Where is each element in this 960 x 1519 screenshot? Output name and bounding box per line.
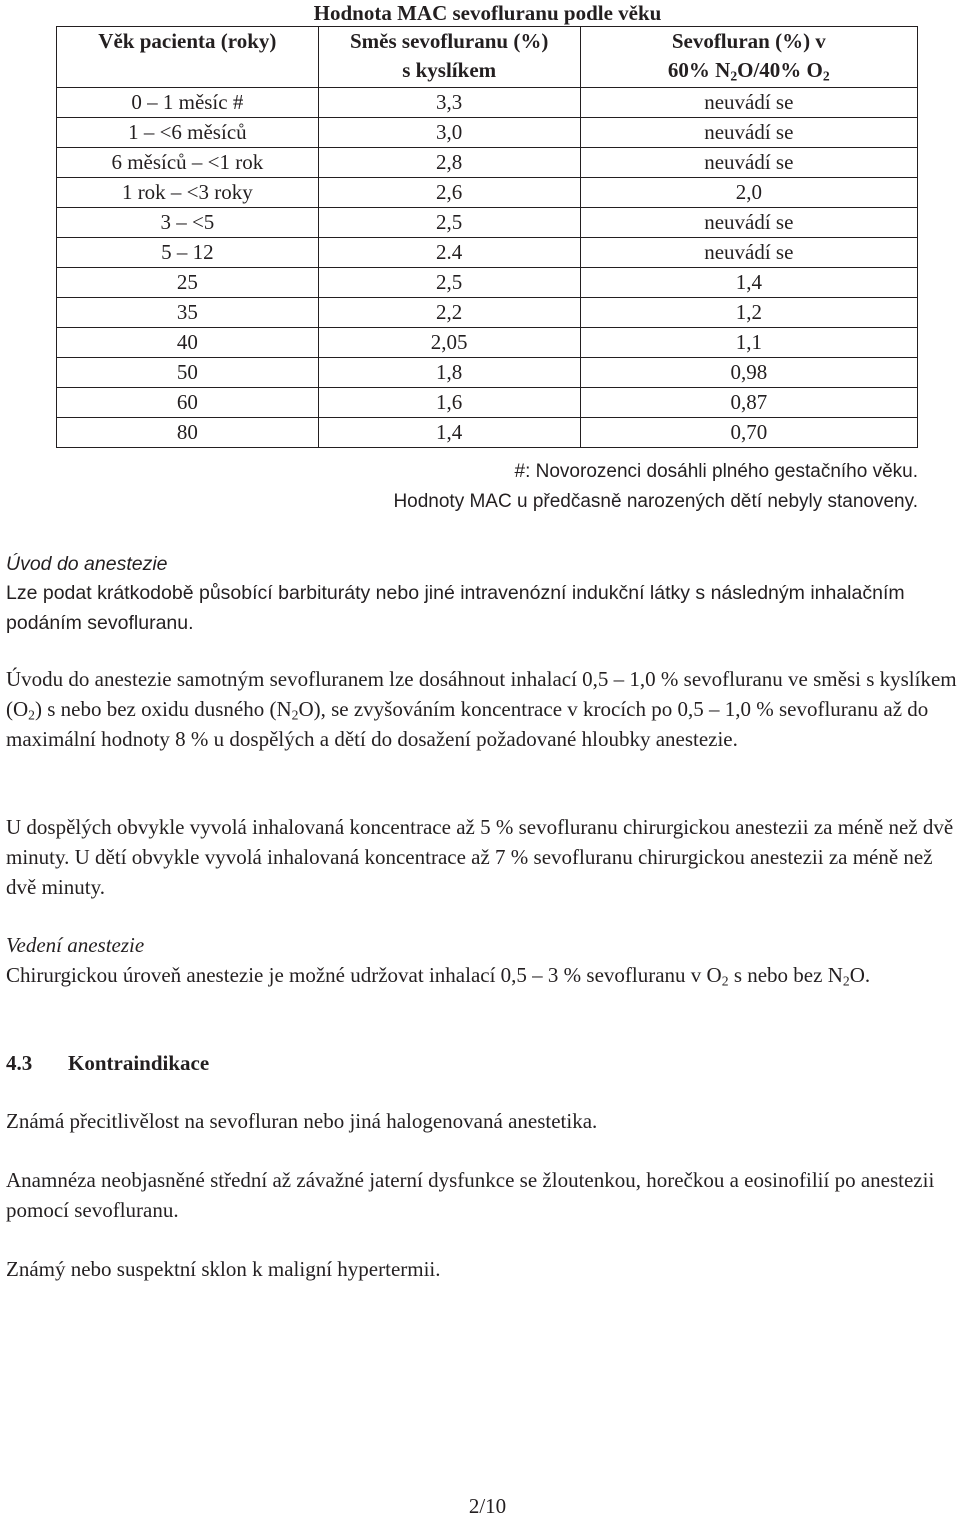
cell-age: 40: [57, 328, 319, 358]
cell-n2o-mix: 1,4: [580, 268, 917, 298]
cell-oxygen-mix: 2,5: [318, 208, 580, 238]
cell-age: 1 – <6 měsíců: [57, 118, 319, 148]
header-oxygen-mix: Směs sevofluranu (%) s kyslíkem: [318, 27, 580, 88]
table-footnote-newborn: #: Novorozenci dosáhli plného gestačního věku.: [514, 461, 918, 482]
cell-n2o-mix: neuvádí se: [580, 88, 917, 118]
cell-oxygen-mix: 2,8: [318, 148, 580, 178]
cell-oxygen-mix: 2,05: [318, 328, 580, 358]
table-header-row: [57, 27, 918, 88]
cell-n2o-mix: neuvádí se: [580, 148, 917, 178]
cell-n2o-mix: neuvádí se: [580, 118, 917, 148]
table-row: [57, 118, 918, 148]
cell-age: 25: [57, 268, 319, 298]
cell-age: 6 měsíců – <1 rok: [57, 148, 319, 178]
cell-oxygen-mix: 2,5: [318, 268, 580, 298]
mac-table: [56, 26, 918, 448]
cell-age: 80: [57, 418, 319, 448]
contraindication-2: Anamnéza neobjasněné střední až závažné jaterní dysfunkce se žloutenkou, horečkou a eosinofilií po anestezii pomocí sevofluranu.: [6, 1168, 935, 1222]
page-number: 2/10: [468, 1494, 507, 1518]
intro-paragraph-2: Úvodu do anestezie samotným sevofluranem lze dosáhnout inhalací 0,5 – 1,0 % sevofluranu ve směsi s kyslíkem $(O_2)$ s nebo bez oxidu dusného $(N_2O)$, se zvyšováním koncentrace v krocích po 0,5 – 1,0 % sevofluranu až do maximální hodnoty 8 % u dospělých a dětí do dosažení požadované hloubky anestezie.: [6, 667, 957, 751]
table-row: [57, 268, 918, 298]
contraindication-1: Známá přecitlivělost na sevofluran nebo jiná halogenovaná anestetika.: [6, 1109, 598, 1133]
cell-n2o-mix: 0,98: [580, 358, 917, 388]
cell-oxygen-mix: 3,3: [318, 88, 580, 118]
cell-oxygen-mix: 3,0: [318, 118, 580, 148]
header-n2o-mix: Sevofluran (%) v 60% $N_2O/40\%$ $O_2$: [580, 27, 917, 88]
table-row: [57, 148, 918, 178]
table-row: [57, 298, 918, 328]
cell-oxygen-mix: 1,8: [318, 358, 580, 388]
cell-oxygen-mix: 1,6: [318, 388, 580, 418]
maintenance-heading: Vedení anestezie: [6, 933, 145, 957]
table-row: [57, 388, 918, 418]
table-row: [57, 238, 918, 268]
cell-n2o-mix: neuvádí se: [580, 238, 917, 268]
table-row: [57, 358, 918, 388]
cell-n2o-mix: 2,0: [580, 178, 917, 208]
cell-age: 35: [57, 298, 319, 328]
cell-age: 60: [57, 388, 319, 418]
intro-heading: Úvod do anestezie: [6, 553, 168, 575]
section-heading: [6, 1048, 209, 1078]
header-age: Věk pacienta (roky): [57, 27, 319, 88]
contraindication-3: Známý nebo suspektní sklon k maligní hypertermii.: [6, 1257, 441, 1281]
table-row: [57, 178, 918, 208]
cell-n2o-mix: 0,87: [580, 388, 917, 418]
cell-oxygen-mix: 2,2: [318, 298, 580, 328]
table-row: [57, 88, 918, 118]
cell-oxygen-mix: 2,6: [318, 178, 580, 208]
table-footnote-premature: Hodnoty MAC u předčasně narozených dětí nebyly stanoveny.: [393, 491, 918, 512]
table-row: [57, 418, 918, 448]
cell-age: 0 – 1 měsíc #: [57, 88, 319, 118]
cell-age: 50: [57, 358, 319, 388]
table-title: Hodnota MAC sevofluranu podle věku: [313, 1, 662, 25]
cell-n2o-mix: neuvádí se: [580, 208, 917, 238]
cell-n2o-mix: 0,70: [580, 418, 917, 448]
cell-n2o-mix: 1,2: [580, 298, 917, 328]
section-title: Kontraindikace: [68, 1051, 210, 1075]
table-row: [57, 328, 918, 358]
cell-age: 1 rok – <3 roky: [57, 178, 319, 208]
table-body: [57, 88, 918, 448]
intro-paragraph-3: U dospělých obvykle vyvolá inhalovaná koncentrace až 5 % sevofluranu chirurgickou anestezii za méně než dvě minuty. U dětí obvykle vyvolá inhalovaná koncentrace až 7 % sevofluranu chirurgickou anestezii za méně než dvě minuty.: [6, 815, 954, 899]
cell-n2o-mix: 1,1: [580, 328, 917, 358]
section-number: 4.3: [6, 1051, 33, 1075]
maintenance-paragraph: Chirurgickou úroveň anestezie je možné udržovat inhalací 0,5 – 3 % sevofluranu v $O_2$ s nebo bez $N_2O$.: [6, 963, 871, 989]
cell-age: 5 – 12: [57, 238, 319, 268]
cell-oxygen-mix: 1,4: [318, 418, 580, 448]
intro-paragraph-1: Lze podat krátkodobě působící barbituráty nebo jiné intravenózní indukční látky s následným inhalačním podáním sevofluranu.: [6, 582, 905, 634]
cell-age: 3 – <5: [57, 208, 319, 238]
table-row: [57, 208, 918, 238]
cell-oxygen-mix: 2.4: [318, 238, 580, 268]
